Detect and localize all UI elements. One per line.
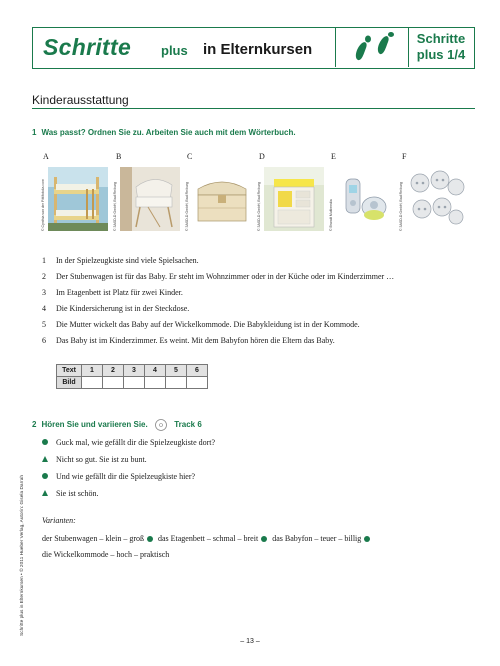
sentence-3: 3 Im Etagenbett ist Platz für zwei Kinder. (42, 288, 183, 297)
task-1-instruction: Was passt? Ordnen Sie zu. Arbeiten Sie auch mit dem Wörterbuch. (41, 128, 296, 137)
sentence-2: 2 Der Stubenwagen ist für das Baby. Er steht im Wohnzimmer oder in der Küche oder im Kinderzimmer … (42, 272, 395, 281)
table-header-cell: 3 (124, 365, 145, 377)
variants-text (42, 531, 467, 563)
table-row-bild (57, 377, 208, 389)
speaker-triangle-icon (42, 490, 48, 496)
section-title: Kinderausstattung (32, 93, 129, 107)
separator-dot-icon (364, 536, 370, 542)
photo-letter-e: E (331, 152, 336, 161)
table-header-cell: 5 (166, 365, 187, 377)
speaker-dot-icon (42, 439, 48, 445)
separator-dot-icon (261, 536, 267, 542)
page-number: – 13 – (240, 638, 260, 645)
badge-line-2: plus 1/4 (416, 47, 466, 62)
variant-4: die Wickelkommode – hoch – praktisch (42, 550, 170, 559)
footprints-icon (344, 32, 404, 64)
photo-credit-c: © 3ASD-D GmbH, Bad Reiburg (185, 182, 189, 231)
speaker-dot-icon (42, 473, 48, 479)
sentence-4: 4 Die Kindersicherung ist in der Steckdose. (42, 304, 190, 313)
photo-letter-a: A (43, 152, 49, 161)
photo-credit-f: © 3ASD-D GmbH, Bad Reiburg (399, 182, 403, 231)
table-label-bild: Bild (57, 377, 82, 389)
photo-credit-a: © Cynthia van der Pitt/fotolia.com (41, 179, 45, 231)
task-2-instruction: Hören Sie und variieren Sie. (41, 420, 148, 430)
cd-icon (154, 419, 168, 431)
table-header-cell: 2 (103, 365, 124, 377)
side-copyright: Schritte plus in Elternkursen • © 2011 Hueber Verlag, Autorin: Gisela Darrah (20, 474, 25, 636)
dialog-line-1: Guck mal, wie gefällt dir die Spielzeugkiste dort? (42, 438, 215, 447)
photo-bunk-bed (48, 167, 108, 231)
photo-letter-c: C (187, 152, 193, 161)
header-subtitle: in Elternkursen (203, 41, 313, 58)
task-1-number: 1 (32, 128, 37, 137)
photo-toy-chest (192, 167, 252, 231)
badge-line-1: Schritte (416, 31, 466, 46)
table-header-cell: 1 (82, 365, 103, 377)
photo-letter-b: B (116, 152, 122, 161)
level-badge (408, 28, 473, 67)
answer-cell[interactable] (145, 377, 166, 389)
speaker-triangle-icon (42, 456, 48, 462)
variant-2: das Etagenbett – schmal – breit (157, 534, 259, 543)
photo-credit-e: © Brandt Multimedia (329, 199, 333, 231)
answer-table (56, 364, 208, 389)
answer-cell[interactable] (103, 377, 124, 389)
answer-cell[interactable] (166, 377, 187, 389)
variant-3: das Babyfon – teuer – billig (272, 534, 362, 543)
table-row-text (57, 365, 208, 377)
task-1-heading (32, 128, 296, 137)
photo-letter-d: D (259, 152, 265, 161)
photo-letter-f: F (402, 152, 407, 161)
brand-logo: Schritte (43, 34, 132, 60)
section-divider (32, 108, 475, 109)
sentence-5: 5 Die Mutter wickelt das Baby auf der Wickelkommode. Die Babykleidung ist in der Kommode. (42, 320, 360, 329)
photo-bassinet (120, 167, 180, 231)
photo-changing-table (264, 167, 324, 231)
answer-cell[interactable] (124, 377, 145, 389)
answer-cell[interactable] (82, 377, 103, 389)
table-label-text: Text (57, 365, 82, 377)
sentence-1: 1 In der Spielzeugkiste sind viele Spielsachen. (42, 256, 199, 265)
track-label: Track 6 (174, 420, 202, 430)
table-header-cell: 4 (145, 365, 166, 377)
dialog-line-3: Und wie gefällt dir die Spielzeugkiste hier? (42, 472, 195, 481)
answer-cell[interactable] (187, 377, 208, 389)
photo-baby-monitor (336, 167, 392, 231)
dialog-line-4: Sie ist schön. (42, 489, 98, 498)
task-2-number: 2 (32, 420, 37, 430)
photo-credit-b: © 3ASD-D GmbH, Bad Reiburg (113, 182, 117, 231)
photo-outlet-covers (406, 167, 466, 231)
dialog-line-2: Nicht so gut. Sie ist zu bunt. (42, 455, 147, 464)
photo-credit-d: © 3ASD-D GmbH, Bad Reiburg (257, 182, 261, 231)
separator-dot-icon (147, 536, 153, 542)
variants-label: Varianten: (42, 516, 76, 525)
brand-box (33, 28, 336, 67)
variant-1: der Stubenwagen – klein – groß (42, 534, 144, 543)
sentence-6: 6 Das Baby ist im Kinderzimmer. Es weint. Mit dem Babyfon hören die Eltern das Baby. (42, 336, 335, 345)
task-2-heading (32, 419, 202, 431)
brand-plus: plus (161, 43, 188, 58)
header-bar (32, 27, 475, 69)
table-header-cell: 6 (187, 365, 208, 377)
